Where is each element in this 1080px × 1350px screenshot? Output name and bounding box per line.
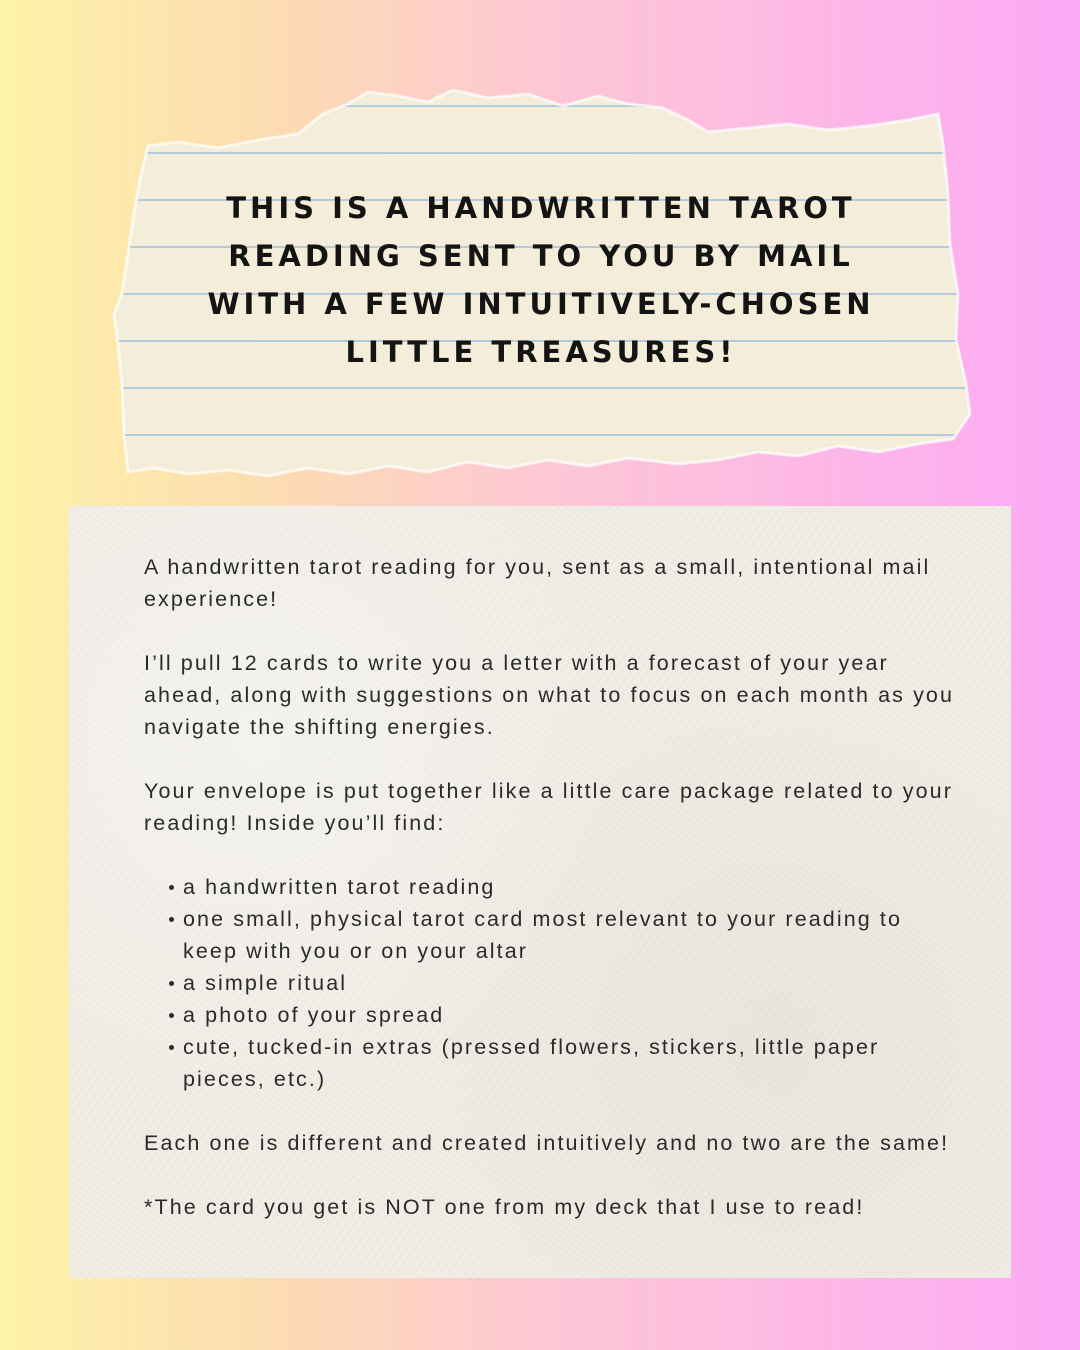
list-item: a handwritten tarot reading xyxy=(183,871,964,903)
uniqueness-paragraph: Each one is different and created intuitively and no two are the same! xyxy=(144,1131,950,1155)
note-heading-line-1: THIS IS A HANDWRITTEN TAROT xyxy=(226,191,856,225)
note-heading-line-3: WITH A FEW INTUITIVELY-CHOSEN xyxy=(207,287,875,321)
description-card xyxy=(69,506,1011,1278)
disclaimer-paragraph: *The card you get is NOT one from my deck that I use to read! xyxy=(144,1195,865,1219)
envelope-paragraph: Your envelope is put together like a little care package related to your reading! Inside you’ll find: xyxy=(144,779,953,835)
intro-paragraph: A handwritten tarot reading for you, sent as a small, intentional mail experience! xyxy=(144,555,931,611)
note-heading-line-2: READING SENT TO YOU BY MAIL xyxy=(228,239,854,273)
description-body xyxy=(144,551,964,1223)
contents-list xyxy=(144,871,964,1095)
list-item: a simple ritual xyxy=(183,967,964,999)
note-heading xyxy=(108,184,974,376)
list-item: a photo of your spread xyxy=(183,999,964,1031)
note-heading-line-4: LITTLE TREASURES! xyxy=(345,335,737,369)
torn-note-header xyxy=(108,84,974,484)
description-paragraph: I’ll pull 12 cards to write you a letter with a forecast of your year ahead, along with suggestions on what to focus on each month as you navigate the shifting energies. xyxy=(144,651,955,739)
list-item: one small, physical tarot card most relevant to your reading to keep with you or on your altar xyxy=(183,903,964,967)
list-item: cute, tucked-in extras (pressed flowers, stickers, little paper pieces, etc.) xyxy=(183,1031,964,1095)
